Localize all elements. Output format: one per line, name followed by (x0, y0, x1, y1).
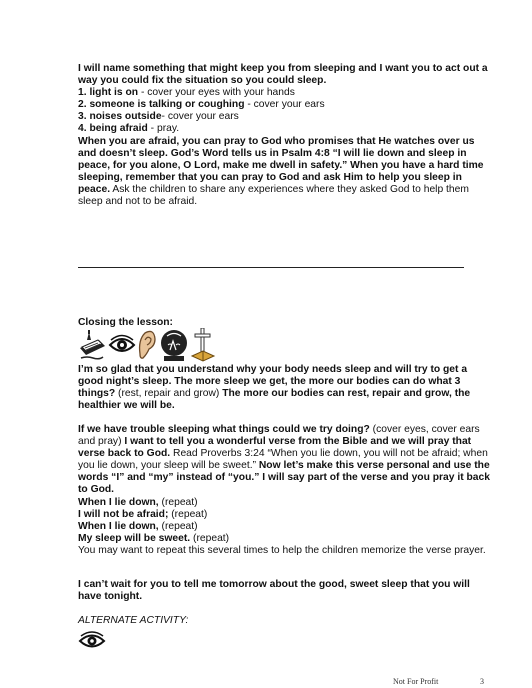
repeat-line: When I lie down, (repeat) (78, 496, 198, 508)
closing-heading: Closing the lesson: (78, 317, 173, 328)
section-divider (78, 267, 464, 268)
closing-wait-block (78, 579, 490, 603)
closing-verse-section (78, 424, 490, 557)
alternate-activity-label: ALTERNATE ACTIVITY: (78, 615, 189, 626)
praying-head-icon (158, 328, 190, 362)
list-item: 1. light is on - cover your eyes with your hands (78, 87, 295, 99)
repeat-line: My sleep will be sweet. (repeat) (78, 532, 230, 544)
intro-instruction: I will name something that might keep you from sleeping and I want you to act out a way you could fix the situation so you could sleep. (78, 63, 488, 87)
list-item: 2. someone is talking or coughing - cover your ears (78, 99, 325, 111)
eye-icon (78, 631, 106, 651)
bible-icon (77, 328, 107, 362)
icon-strip (77, 328, 217, 364)
closing-body (78, 364, 490, 412)
afraid-paragraph: When you are afraid, you can pray to God who promises that He watches over us and doesn’t sleep. God’s Word tells us in Psalm 4:8 “I will lie down and sleep in peace, for you alone, O Lord, make me dwell in safety.” When you have a hard time sleeping, remember that you can pray to God and ask Him to help you sleep in peace. Ask the children to share any experiences where they asked God to help them sleep and not to be afraid. (78, 135, 484, 208)
closing-paragraph-2: If we have trouble sleeping what things could we try doing? (cover eyes, cover ears and pray) I want to tell you a wonderful verse from the Bible and we will pray that verse back to God. Read Proverbs 3:24 “When you lie down, you will not be afraid; when you lie down, your sleep will be sweet.” Now let’s make this verse personal and use the words “I” and “my” instead of “you.” I will say part of the verse and you pray it back to God. (78, 424, 490, 496)
eye-icon (108, 334, 136, 356)
repeat-line: When I lie down, (repeat) (78, 520, 198, 532)
ear-icon (136, 328, 158, 362)
closing-paragraph-1: I’m so glad that you understand why your body needs sleep and will try to get a good night’s sleep. The more sleep we get, the more our bodies can do what 3 things? (rest, repair and grow) The more our bodies can rest, repair and grow, the healthier we will be. (78, 364, 471, 412)
memorize-note: You may want to repeat this several times to help the children memorize the verse prayer. (78, 544, 486, 556)
cross-bible-icon (190, 328, 216, 364)
page-number: 3 (480, 677, 484, 686)
repeat-line: I will not be afraid; (repeat) (78, 508, 208, 520)
list-item: 3. noises outside- cover your ears (78, 111, 239, 123)
footer-text: Not For Profit (393, 677, 439, 686)
alternate-block (78, 615, 490, 627)
list-item: 4. being afraid - pray. (78, 123, 180, 135)
closing-wait: I can’t wait for you to tell me tomorrow about the good, sweet sleep that you will have tonight. (78, 579, 470, 603)
intro-section (78, 63, 490, 208)
